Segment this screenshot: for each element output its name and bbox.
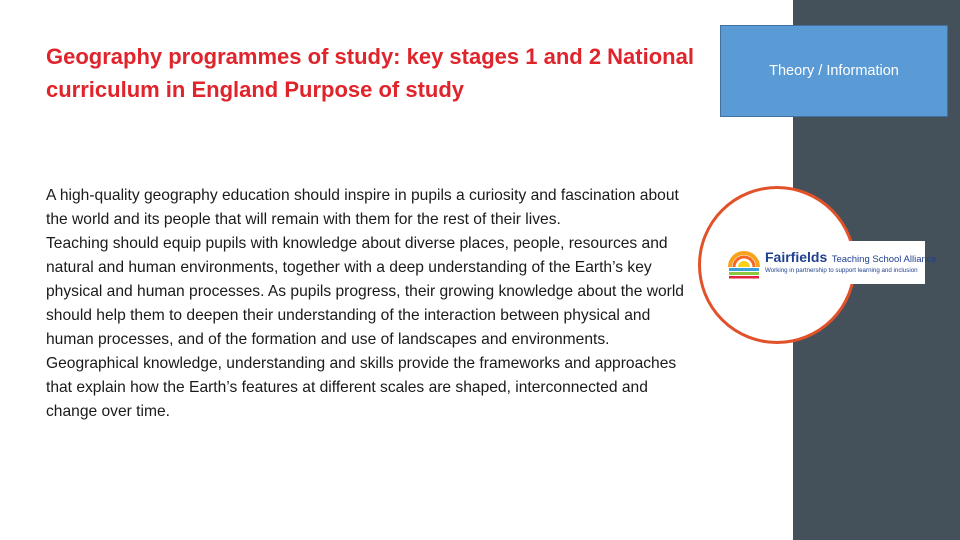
logo-tagline: Working in partnership to support learning and inclusion [765,267,918,275]
fairfields-logo [720,241,937,284]
slide-title: Geography programmes of study: key stages 1 and 2 National curriculum in England Purpose of study [46,44,694,102]
paragraph-knowledge: Geographical knowledge, understanding and skills provide the frameworks and approaches that explain how the Earth’s features at different scales are shaped, interconnected and change over time. [46,355,677,420]
logo-name: Fairfields [765,249,828,266]
logo-subtitle: Teaching School Alliance [831,254,937,266]
body-text [46,184,686,424]
paragraph-teaching: Teaching should equip pupils with knowledge about diverse places, people, resources and natural and human environments, together with a deep understanding of the Earth’s key physical and human processes. As pupils progress, their growing knowledge about the world should help them to deepen their understanding of the interaction between physical and human processes, and of the formation and use of landscapes and environments. [46,235,684,348]
rainbow-sun-icon [726,245,762,281]
category-tag [720,25,948,117]
category-tag-label: Theory / Information [769,63,899,79]
paragraph-purpose: A high-quality geography education should inspire in pupils a curiosity and fascination about the world and its people that will remain with them for the rest of their lives. [46,187,679,228]
